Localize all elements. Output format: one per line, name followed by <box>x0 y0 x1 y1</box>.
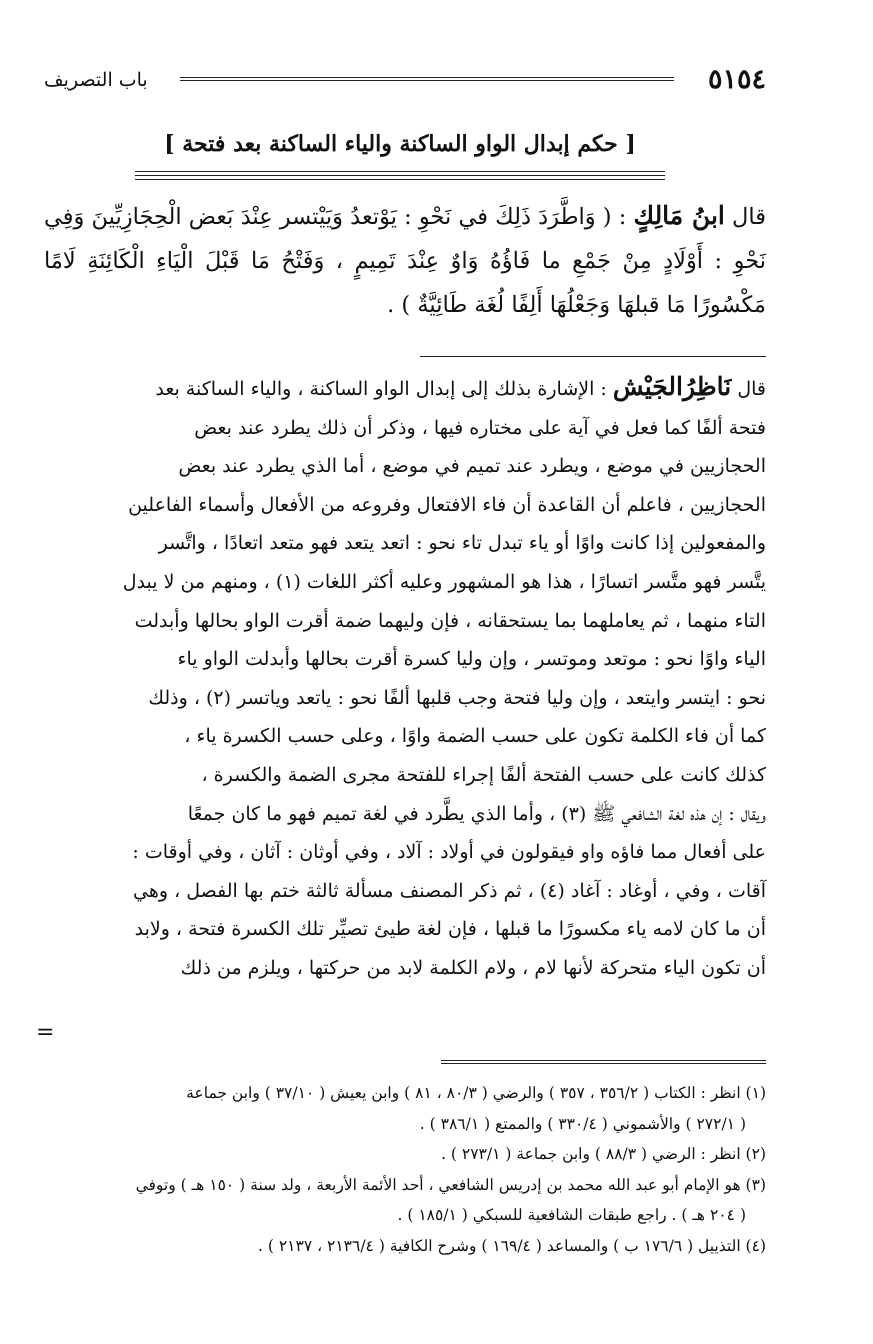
quote-divider <box>420 356 766 357</box>
commentary-intro: قال <box>737 378 766 400</box>
page-number: ٥١٥٤ <box>707 64 766 95</box>
quoted-text <box>44 194 766 327</box>
commentary-line: الياء واوًا نحو : موتعد وموتسر ، وإن وليا كسرة أقرت بحالها وأبدلت الواو ياء <box>177 648 766 671</box>
footnote-3-continued: ( ٢٠٤ هـ ) . راجع طبقات الشافعية للسبكي ( ١٨٥/١ ) . <box>397 1206 746 1224</box>
chapter-title: باب التصريف <box>44 69 148 91</box>
header-rule <box>180 77 674 81</box>
footnote-2: (٢) انظر : الرضي ( ٨٨/٣ ) وابن جماعة ( ٢٧٣/١ ) . <box>441 1145 766 1163</box>
commentary-line: أن تكون الياء متحركة لأنها لام ، ولام الكلمة لابد من حركتها ، ويلزم من ذلك <box>180 956 766 979</box>
commentary-line: أن ما كان لامه ياء مكسورًا ما قبلها ، فإن لغة طيئ تصيِّر تلك الكسرة فتحة ، ولابد <box>134 918 766 941</box>
continuation-mark: = <box>36 1020 55 1045</box>
commentary-line: يتَّسر فهو متَّسر اتسارًا ، هذا هو المشهور وعليه أكثر اللغات (١) ، ومنهم من لا يبدل <box>122 570 766 593</box>
commentary-line: نحو : ايتسر وايتعد ، وإن وليا فتحة وجب قلبها ألفًا نحو : ياتعد وياتسر (٢) ، وذلك <box>148 686 766 709</box>
commentary-line: الحجازيين في موضع ، ويطرد عند تميم في موضع ، أما الذي يطرد عند بعض <box>178 455 766 478</box>
quote-body: : ( وَاطَّرَدَ ذَلِكَ في نَحْوِ : يَوْتعدُ وَيَيْتسر عِنْدَ بَعض الْحِجَازِيِّينَ وَفِي نَحْوِ : أَوْلَادٍ مِنْ جَمْعِ ما فَاؤُهُ وَاوٌ عِنْدَ تَمِيمٍ ، وَفَتْحُ مَا قَبْلَ الْيَاءِ الْكَائِنَةِ لَامًا مَكْسُورًا مَا قبلهَا وَجَعْلُهَا أَلِفًا لُغَة طَائِيَّةٌ ) . <box>44 204 766 318</box>
commentary-line-text: : الإشارة بذلك إلى إبدال الواو الساكنة ، والياء الساكنة بعد <box>155 378 607 400</box>
commentary-line: فتحة ألفًا كما فعل في آية على مختاره فيها ، وذكر أن ذلك يطرد عند بعض <box>194 416 766 439</box>
footnote-divider <box>441 1060 766 1064</box>
footnote-1: (١) انظر : الكتاب ( ٣٥٦/٢ ، ٣٥٧ ) والرضي ( ٨٠/٣ ، ٨١ ) وابن يعيش ( ٣٧/١٠ ) وابن جماعة <box>186 1084 766 1102</box>
commentary-line: آقات ، وفي ، أوغاد : آغاد (٤) ، ثم ذكر المصنف مسألة ثالثة ختم بها الفصل ، وهي <box>133 879 766 902</box>
footnote-1-continued: ( ٢٧٢/١ ) والأشموني ( ٣٣٠/٤ ) والممتع ( ٣٨٦/١ ) . <box>419 1114 746 1133</box>
commentary-line: على أفعال مما فاؤه واو فيقولون في أولاد : آلاد ، وفي أوثان : آثان ، وفي أوقات : <box>132 841 766 864</box>
commentary-line <box>44 368 766 409</box>
quote-intro: قال <box>732 204 766 230</box>
footnote-4: (٤) التذييل ( ١٧٦/٦ ب ) والمساعد ( ١٦٩/٤ ) وشرح الكافية ( ٢١٣٦/٤ ، ٢١٣٧ ) . <box>258 1236 766 1255</box>
commentary-line: التاء منهما ، ثم يعاملهما بما يستحقانه ، فإن وليهما ضمة أقرت الواو بحالها وأبدلت <box>134 609 766 632</box>
quote-author: ابنُ مَالِكٍ <box>633 201 725 230</box>
commentary <box>44 368 766 988</box>
heading-rules <box>135 171 665 183</box>
section-heading: [ حكم إبدال الواو الساكنة والياء الساكنة بعد فتحة ] <box>164 131 636 157</box>
footnotes <box>44 1078 766 1261</box>
footnote-3: (٣) هو الإمام أبو عبد الله محمد بن إدريس الشافعي ، أحد الأئمة الأربعة ، ولد سنة ( ١٥٠ هـ ) وتوفي <box>135 1175 766 1194</box>
commentary-author: نَاظِرُالجَيْش <box>612 372 732 401</box>
running-header <box>40 60 766 100</box>
commentary-line: ويقال : إن هذه لغة الشافعي ﷺ (٣) ، وأما الذي يطَّرد في لغة تميم فهو ما كان جمعًا <box>187 802 766 825</box>
commentary-line: الحجازيين ، فاعلم أن القاعدة أن فاء الافتعال وفروعه من الأفعال وأسماء الفاعلين <box>128 493 766 516</box>
commentary-line: كما أن فاء الكلمة تكون على حسب الضمة واوًا ، وعلى حسب الكسرة ياء ، <box>184 725 766 748</box>
commentary-line: والمفعولين إذا كانت واوًا أو ياء تبدل تاء نحو : اتعد يتعد فهو متعد اتعادًا ، واتَّسر <box>158 532 766 555</box>
commentary-line: كذلك كانت على حسب الفتحة ألفًا إجراء للفتحة مجرى الضمة والكسرة ، <box>201 763 766 786</box>
